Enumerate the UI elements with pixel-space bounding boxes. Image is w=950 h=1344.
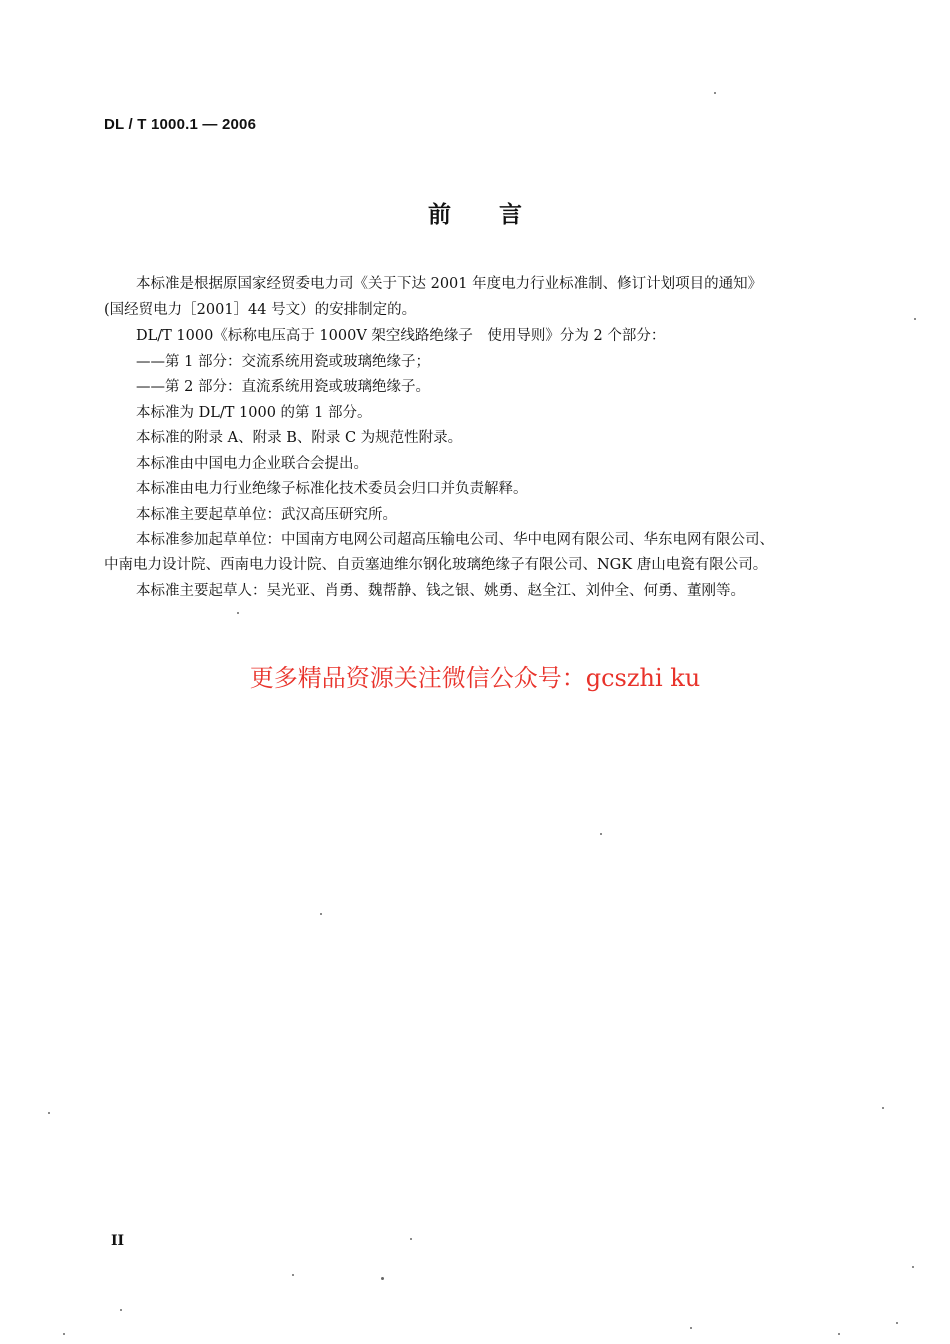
scan-speck xyxy=(838,1333,840,1335)
scan-speck xyxy=(600,833,602,835)
scan-speck xyxy=(120,1309,122,1311)
preface-paragraph-7: 本标准主要起草单位：武汉高压研究所。 xyxy=(136,507,397,523)
scan-speck xyxy=(63,1333,65,1335)
scan-speck xyxy=(912,1266,914,1268)
scan-speck xyxy=(896,1322,898,1324)
promo-text: 更多精品资源关注微信公众号：gcszhi ku xyxy=(249,664,701,692)
preface-list-item-1: ——第 1 部分：交流系统用瓷或玻璃绝缘子； xyxy=(136,354,430,370)
page-title: 前言 xyxy=(428,201,570,228)
preface-paragraph-5: 本标准由中国电力企业联合会提出。 xyxy=(136,456,368,472)
preface-paragraph-9: 本标准主要起草人：吴光亚、肖勇、魏帮静、钱之银、姚勇、赵全江、刘仲全、何勇、董刚等。 xyxy=(136,583,745,599)
preface-paragraph-8: 本标准参加起草单位：中国南方电网公司超高压输电公司、华中电网有限公司、华东电网有限公司、 xyxy=(136,532,774,548)
scan-speck xyxy=(410,1238,412,1240)
preface-paragraph-8-cont: 中南电力设计院、西南电力设计院、自贡塞迪维尔钢化玻璃绝缘子有限公司、NGK 唐山电瓷有限公司。 xyxy=(104,557,768,573)
scan-speck xyxy=(320,913,322,915)
standard-code: DL / T 1000.1 — 2006 xyxy=(104,116,257,133)
preface-list-item-2: ——第 2 部分：直流系统用瓷或玻璃绝缘子。 xyxy=(136,379,430,395)
preface-paragraph-3: 本标准为 DL/T 1000 的第 1 部分。 xyxy=(136,405,372,421)
scan-speck xyxy=(237,612,239,614)
scan-speck xyxy=(882,1107,884,1109)
preface-paragraph-1: 本标准是根据原国家经贸委电力司《关于下达 2001 年度电力行业标准制、修订计划项目的通知》 xyxy=(136,276,763,292)
preface-paragraph-2: DL/T 1000《标称电压高于 1000V 架空线路绝缘子 使用导则》分为 2 个部分： xyxy=(136,328,666,344)
scan-speck xyxy=(292,1274,294,1276)
preface-paragraph-1-cont: (国经贸电力［2001］44 号文）的安排制定的。 xyxy=(104,302,417,318)
scan-speck xyxy=(48,1112,50,1114)
preface-paragraph-6: 本标准由电力行业绝缘子标准化技术委员会归口并负责解释。 xyxy=(136,481,528,497)
scan-speck xyxy=(690,1327,692,1329)
preface-paragraph-4: 本标准的附录 A、附录 B、附录 C 为规范性附录。 xyxy=(136,430,463,446)
scan-speck xyxy=(914,318,916,320)
scan-speck xyxy=(714,92,716,94)
scan-speck xyxy=(381,1277,384,1280)
page-number: II xyxy=(111,1233,125,1249)
